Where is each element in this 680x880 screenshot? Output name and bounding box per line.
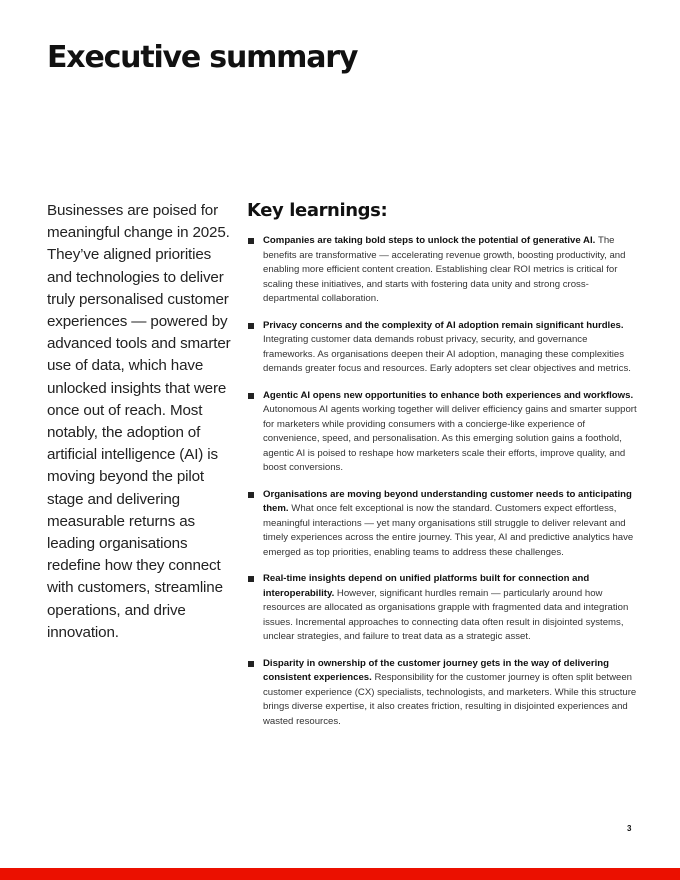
square-bullet-icon <box>248 492 254 498</box>
footer-accent-bar <box>0 868 680 880</box>
key-learnings-list <box>247 234 639 729</box>
item-body: The benefits are transformative — accelerating revenue growth, boosting productivity, and enabling more efficient content creation. Establishing clear ROI metrics is critical for scaling these initiatives, and starts with fostering data unity and strong cross-departmental collaboration. <box>263 235 626 304</box>
item-lead: Disparity in ownership of the customer journey gets in the way of delivering consistent experiences. <box>263 657 609 683</box>
square-bullet-icon <box>248 323 254 329</box>
list-item <box>247 572 639 645</box>
item-body: Responsibility for the customer journey is often split between customer experience (CX) specialists, technologists, and marketers. While this structure brings diverse expertise, it also creates friction, resulting in disjointed experiences and wasted resources. <box>263 672 637 727</box>
square-bullet-icon <box>248 238 254 244</box>
item-lead: Organisations are moving beyond understanding customer needs to anticipating them. <box>263 488 632 514</box>
square-bullet-icon <box>248 393 254 399</box>
item-body: Integrating customer data demands robust privacy, security, and governance frameworks. As organisations deepen their AI adoption, managing these complexities demands greater focus and resources. Early adopters set clear objectives and metrics. <box>263 334 631 374</box>
square-bullet-icon <box>248 661 254 667</box>
list-item <box>247 488 639 561</box>
item-lead: Privacy concerns and the complexity of AI adoption remain significant hurdles. <box>263 319 624 331</box>
item-lead: Companies are taking bold steps to unlock the potential of generative AI. <box>263 235 598 246</box>
page-number: 3 <box>627 824 632 833</box>
key-learnings-section <box>247 200 639 741</box>
key-learnings-heading: Key learnings: <box>247 200 388 221</box>
list-item <box>247 234 639 307</box>
item-body: Autonomous AI agents working together will deliver efficiency gains and smarter support for marketers while providing consumers with a concierge-like experience of convenience, speed, and personalisation. As this emerging solution gains a foothold, agentic AI is poised to reshape how marketers scale their efforts, improve quality, and boost conversions. <box>263 404 637 473</box>
list-item <box>247 657 639 730</box>
intro-paragraph: Businesses are poised for meaningful change in 2025. They’ve aligned priorities and technologies to deliver truly personalised customer experiences — powered by advanced tools and smarter use of data, which have unlocked insights that were once out of reach. Most notably, the adoption of artificial intelligence (AI) is moving beyond the pilot stage and delivering measurable returns as leading organisations redefine how they connect with customers, streamline operations, and drive innovation. <box>47 202 231 641</box>
square-bullet-icon <box>248 576 254 582</box>
list-item <box>247 389 639 476</box>
page-title: Executive summary <box>47 40 358 75</box>
item-body: What once felt exceptional is now the standard. Customers expect effortless, meaningful interactions — yet many organisations still struggle to deliver relevant and timely experiences across the entire journey. This year, AI and predictive analytics have emerged as top priorities, enabling teams to address these challenges. <box>263 503 634 558</box>
item-lead: Agentic AI opens new opportunities to enhance both experiences and workflows. <box>263 389 634 401</box>
item-body: However, significant hurdles remain — particularly around how resources are allocated as organisations grapple with fragmented data and integration issues. Incremental approaches to connecting data often result in disjointed systems, unclear strategies, and failure to treat data as a strategic asset. <box>263 587 629 642</box>
list-item <box>247 319 639 377</box>
item-lead: Real-time insights depend on unified platforms built for connection and interoperability. <box>263 573 590 599</box>
